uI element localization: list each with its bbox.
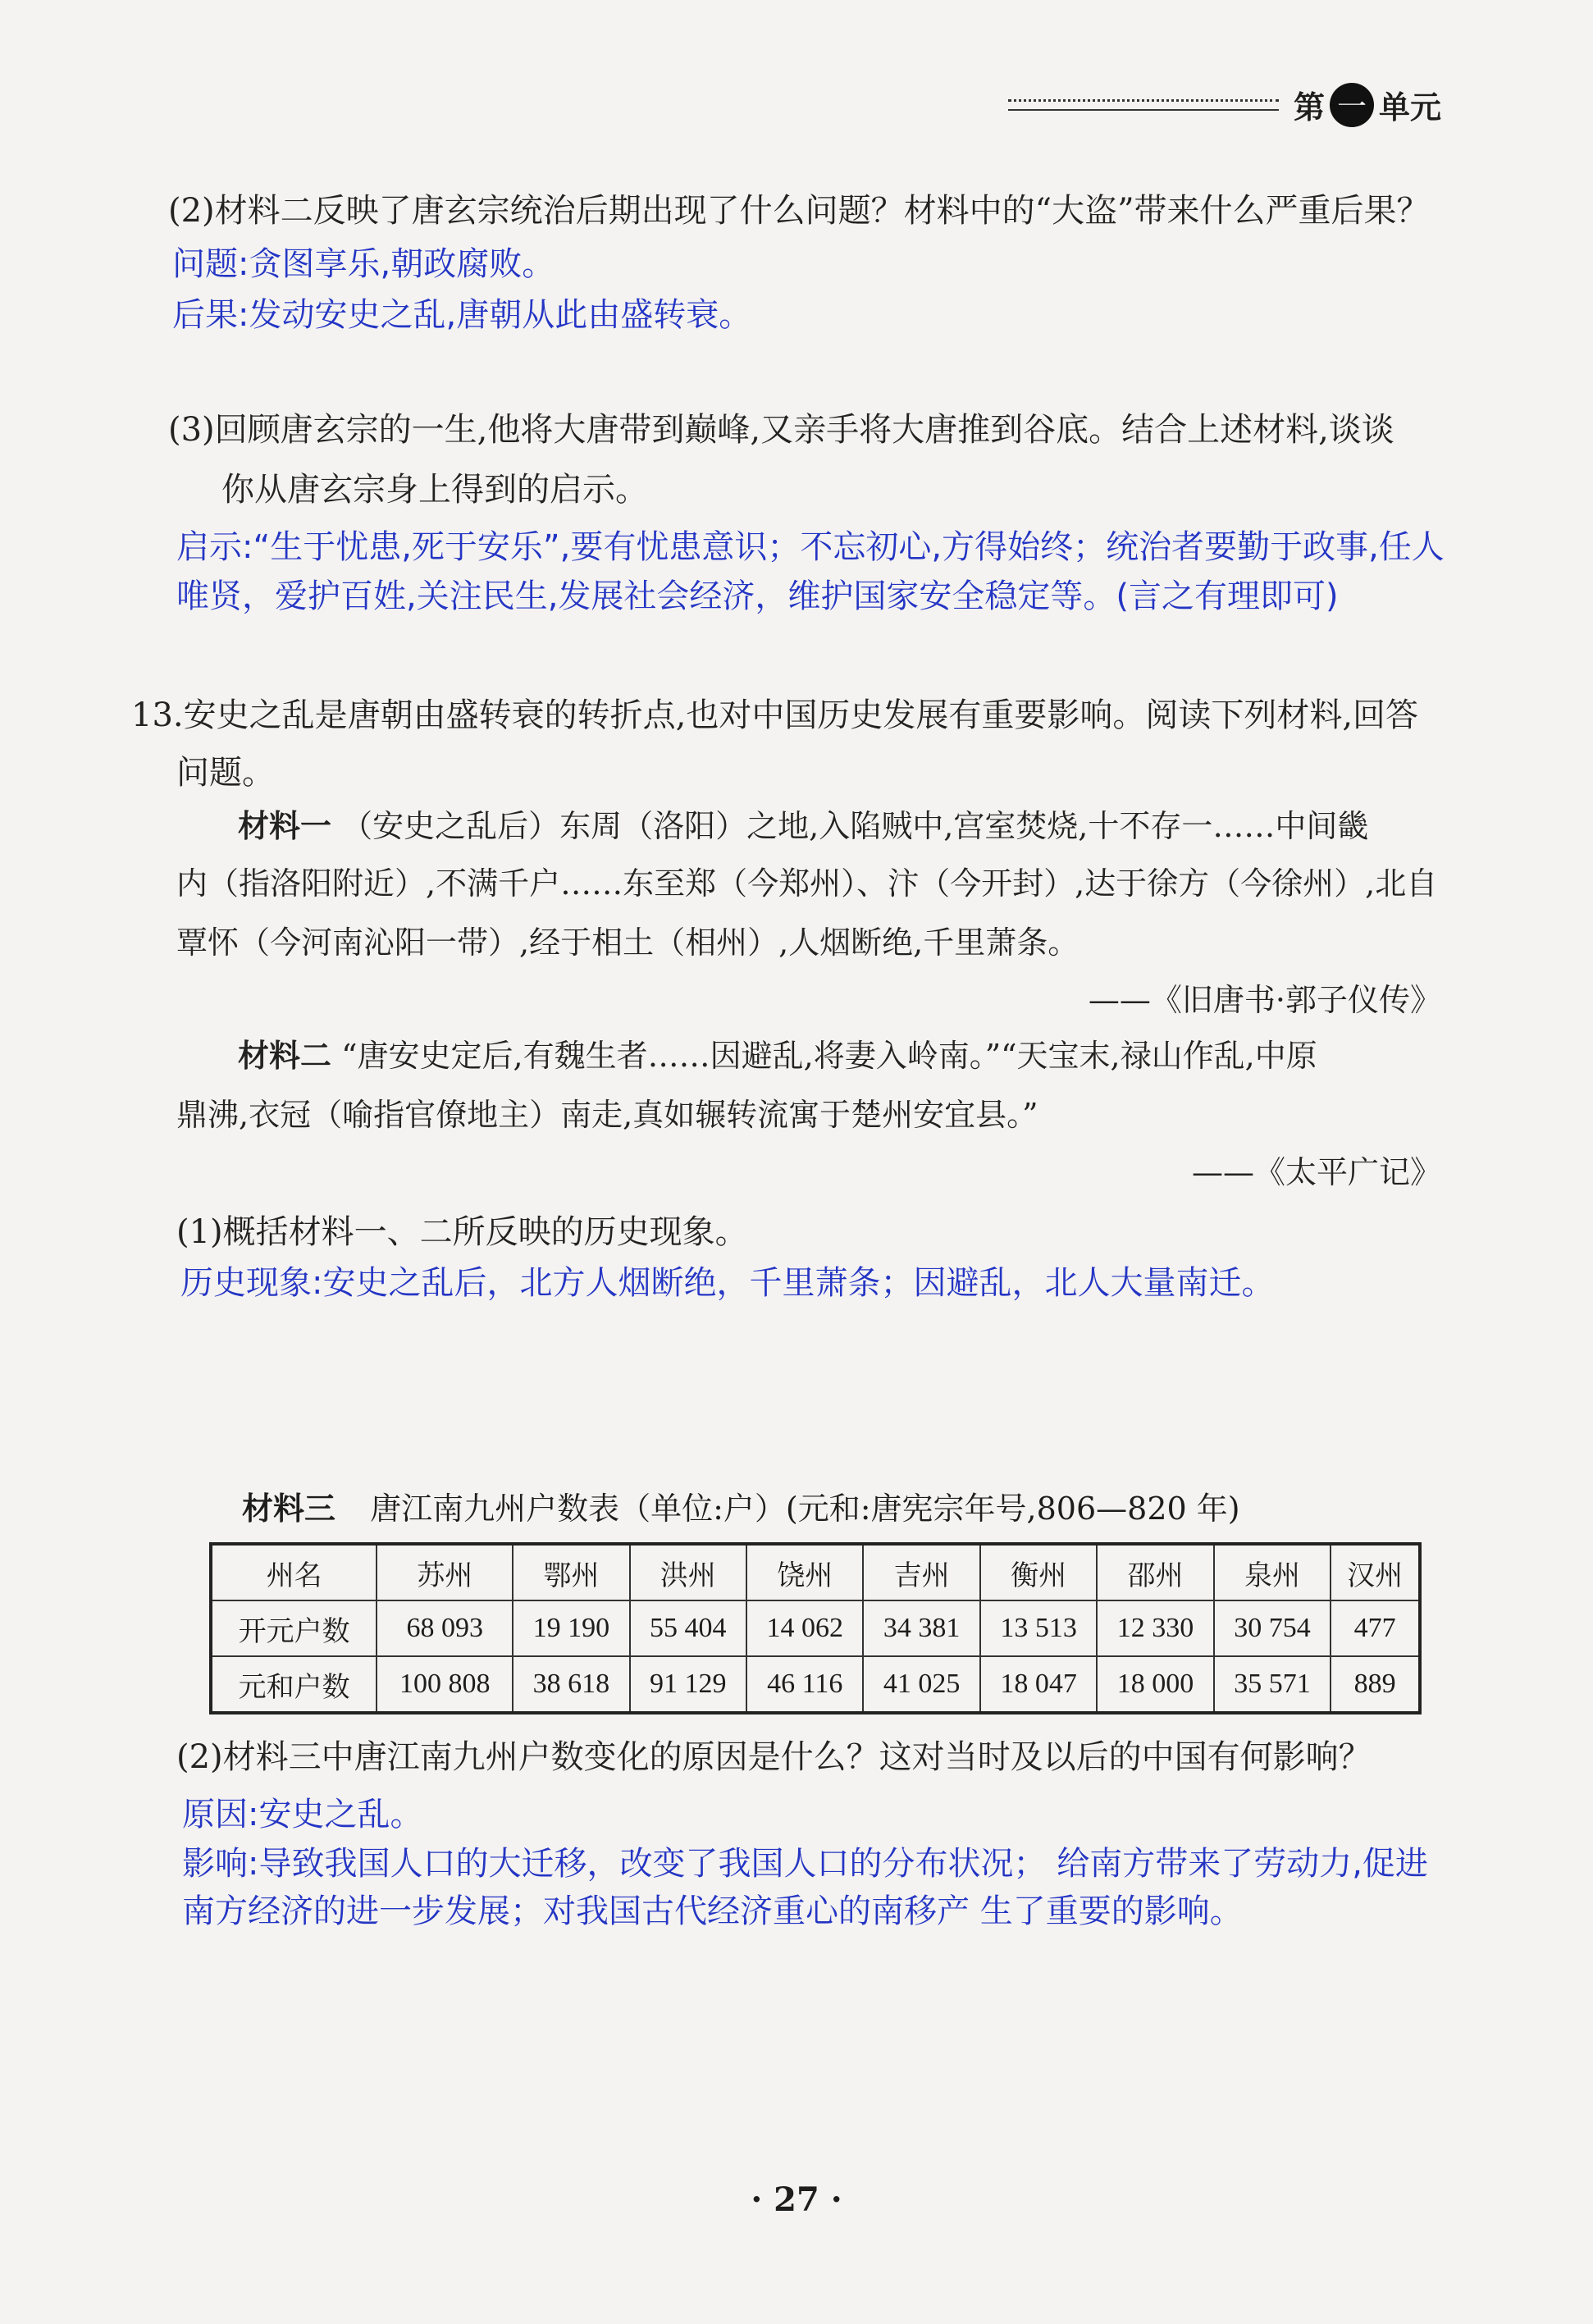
table-cell: 30 754: [1214, 1600, 1331, 1656]
q3-answer-line1: 启示:“生于忧患,死于安乐”,要有忧患意识；不忘初心,方得始终；统治者要勤于政事,任人: [176, 528, 1445, 566]
table-header-cell: 饶州: [746, 1544, 863, 1600]
material1-line1: [238, 796, 1368, 856]
q2-answer-consequence: 后果:发动安史之乱,唐朝从此由盛转衰。: [172, 296, 752, 334]
table-cell: 46 116: [746, 1656, 863, 1713]
q13-sub2-answer-impact-line2: 南方经济的进一步发展；对我国古代经济重心的南移产 生了重要的影响。: [182, 1893, 1243, 1930]
table-header-row: [211, 1544, 1420, 1600]
table-cell: 13 513: [980, 1600, 1097, 1656]
q3-question-line2: 你从唐玄宗身上得到的启示。: [221, 471, 648, 509]
material2-text1: “唐安史定后,有魏生者……因避乱,将妻入岭南。”“天宝末,禄山作乱,中原: [341, 1038, 1317, 1074]
table-cell: 889: [1331, 1656, 1420, 1713]
material3-caption: [242, 1483, 1240, 1528]
material2-line2: 鼎沸,衣冠（喻指官僚地主）南走,真如辗转流寓于楚州安宜县。”: [176, 1097, 1038, 1133]
q13-sub2-answer-cause: 原因:安史之乱。: [182, 1796, 423, 1833]
header-prefix: 第: [1293, 89, 1325, 126]
household-table: [209, 1542, 1422, 1714]
q3-answer-line2: 唯贤，爱护百姓,关注民生,发展社会经济，维护国家安全稳定等。(言之有理即可): [176, 578, 1339, 615]
header-rule: [1008, 99, 1279, 111]
table-cell: 34 381: [863, 1600, 979, 1656]
material2-label: 材料二: [238, 1038, 332, 1074]
material3-title: 唐江南九州户数表（单位:户）(元和:唐宪宗年号,806—820 年): [370, 1491, 1240, 1527]
material2-line1: [238, 1025, 1317, 1086]
table-header-cell: 洪州: [630, 1544, 746, 1600]
table-header-cell: 衡州: [980, 1544, 1097, 1600]
table-cell: 35 571: [1214, 1656, 1331, 1713]
material1-line3: 覃怀（今河南沁阳一带）,经于相土（相州）,人烟断绝,千里萧条。: [176, 925, 1079, 961]
table-cell: 68 093: [377, 1600, 513, 1656]
material1-line2: 内（指洛阳附近）,不满千户……东至郑（今郑州）、汴（今开封）,达于徐方（今徐州）,北自: [176, 865, 1438, 902]
table-row: [211, 1600, 1420, 1656]
table-cell: 38 618: [513, 1656, 629, 1713]
table-header-cell: 鄂州: [513, 1544, 629, 1600]
table-cell: 12 330: [1097, 1600, 1213, 1656]
table-cell: 91 129: [630, 1656, 746, 1713]
table-header-cell: 州名: [211, 1544, 377, 1600]
material1-label: 材料一: [238, 808, 332, 844]
q13-stem-line1: 13.安史之乱是唐朝由盛转衰的转折点,也对中国历史发展有重要影响。阅读下列材料,回答: [131, 696, 1419, 734]
material1-source: ——《旧唐书·郭子仪传》: [1088, 982, 1441, 1018]
table-row: [211, 1656, 1420, 1713]
table-cell: 元和户数: [211, 1656, 377, 1713]
q13-sub2-answer-impact-line1: 影响:导致我国人口的大迁移，改变了我国人口的分布状况； 给南方带来了劳动力,促进: [182, 1845, 1428, 1883]
table-header-cell: 汉州: [1331, 1544, 1420, 1600]
table-cell: 100 808: [377, 1656, 513, 1713]
table-cell: 18 000: [1097, 1656, 1213, 1713]
q2-answer-problem: 问题:贪图享乐,朝政腐败。: [172, 245, 555, 283]
q3-question-line1: (3)回顾唐玄宗的一生,他将大唐带到巅峰,又亲手将大唐推到谷底。结合上述材料,谈谈: [168, 411, 1394, 449]
q13-sub1-question: (1)概括材料一、二所反映的历史现象。: [176, 1213, 748, 1251]
table-header-cell: 苏州: [377, 1544, 513, 1600]
table-cell: 18 047: [980, 1656, 1097, 1713]
q13-sub1-answer: 历史现象:安史之乱后，北方人烟断绝，千里萧条；因避乱，北人大量南迁。: [180, 1264, 1275, 1302]
table-header-cell: 吉州: [863, 1544, 979, 1600]
q13-stem-line2: 问题。: [176, 754, 275, 792]
unit-number-badge: 一: [1330, 83, 1374, 127]
q2-question: (2)材料二反映了唐玄宗统治后期出现了什么问题？材料中的“大盗”带来什么严重后果？: [168, 192, 1430, 230]
material3-label: 材料三: [242, 1491, 336, 1527]
header-suffix: 单元: [1378, 89, 1441, 126]
page-number: · 27 ·: [751, 2180, 842, 2219]
material1-text1: （安史之乱后）东周（洛阳）之地,入陷贼中,宫室焚烧,十不存一……中间畿: [341, 808, 1369, 844]
table-cell: 14 062: [746, 1600, 863, 1656]
table-header-cell: 泉州: [1214, 1544, 1331, 1600]
table-header-cell: 邵州: [1097, 1544, 1213, 1600]
material2-source: ——《太平广记》: [1191, 1154, 1441, 1190]
table-cell: 477: [1331, 1600, 1420, 1656]
q13-sub2-question: (2)材料三中唐江南九州户数变化的原因是什么？这对当时及以后的中国有何影响？: [176, 1738, 1372, 1776]
table-cell: 41 025: [863, 1656, 979, 1713]
table-cell: 开元户数: [211, 1600, 377, 1656]
unit-header: [1008, 82, 1441, 127]
table-cell: 55 404: [630, 1600, 746, 1656]
table-cell: 19 190: [513, 1600, 629, 1656]
